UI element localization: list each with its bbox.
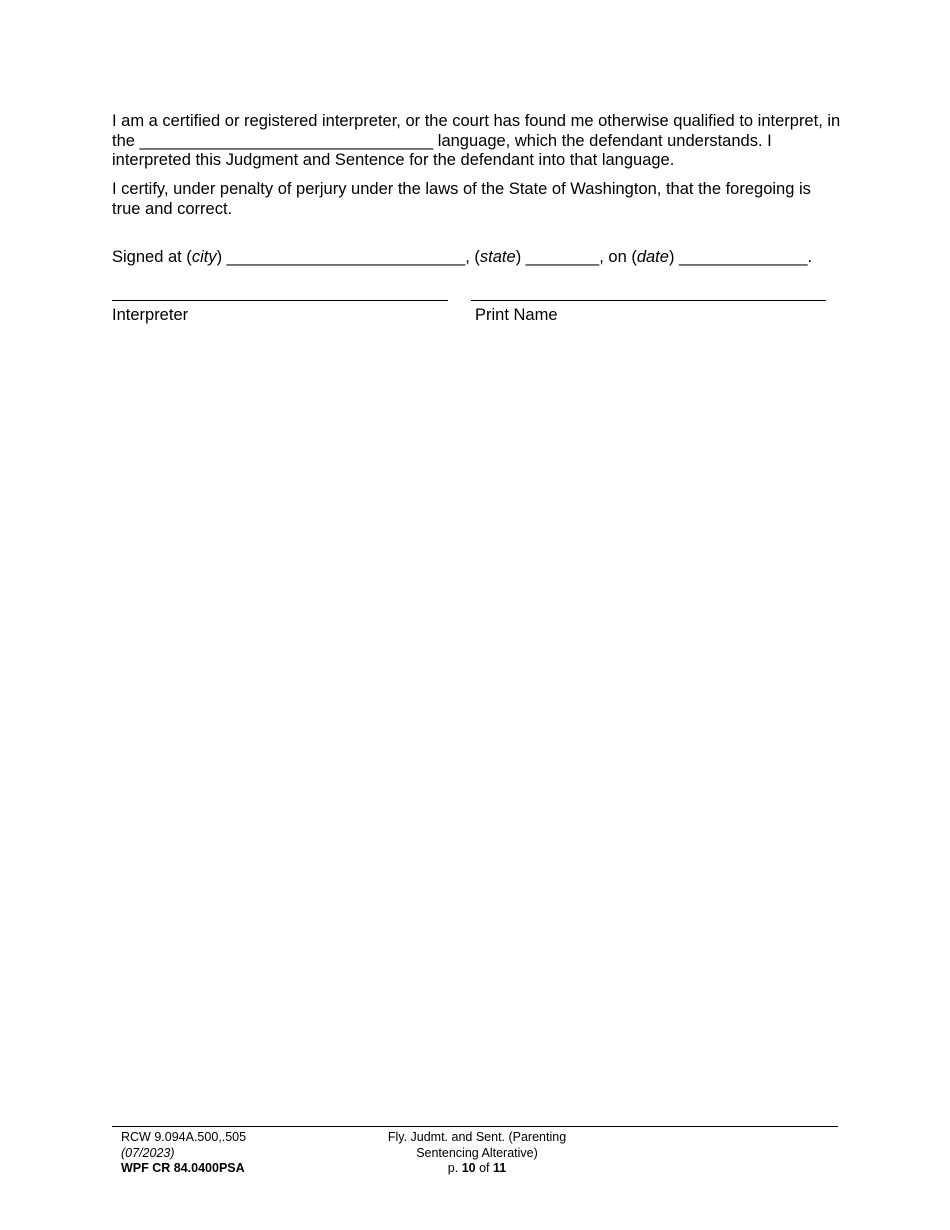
page-of: of — [475, 1161, 493, 1175]
city-label-close: ) — [216, 248, 223, 266]
state-blank[interactable]: ________ — [525, 248, 600, 266]
interpreter-label: Interpreter — [112, 306, 189, 324]
certification-text-end: language, which the defendant understands. I interpreted this Judgment and Sentence for the defendant into that language. — [112, 131, 772, 169]
date-prefix: , on ( — [599, 248, 637, 266]
interpreter-certification-paragraph — [112, 112, 842, 171]
footer-revision-date: (07/2023) — [121, 1145, 175, 1160]
print-name-line[interactable] — [471, 300, 826, 301]
footer-title — [352, 1130, 602, 1177]
footer-citation — [121, 1130, 246, 1177]
date-label: date — [636, 248, 669, 266]
page-total: 11 — [492, 1161, 507, 1175]
date-label-close: ) — [668, 248, 675, 266]
interpreter-signature-line[interactable] — [112, 300, 448, 301]
footer-form-id: WPF CR 84.0400PSA — [121, 1161, 245, 1175]
signed-at-prefix: Signed at ( — [112, 248, 192, 266]
page-current: 10 — [461, 1161, 476, 1175]
footer-divider — [112, 1126, 838, 1127]
footer-title-line2: Sentencing Alterative) — [416, 1145, 538, 1160]
signed-at-line — [112, 248, 842, 268]
city-blank[interactable]: __________________________ — [226, 248, 466, 266]
state-label-close: ) — [515, 248, 522, 266]
footer-rcw: RCW 9.094A.500,.505 — [121, 1130, 247, 1144]
city-label: city — [191, 248, 217, 266]
perjury-certification-paragraph: I certify, under penalty of perjury under the laws of the State of Washington, that the foregoing is true and correct. — [112, 180, 811, 218]
state-label: state — [479, 248, 516, 266]
footer-page-number — [352, 1161, 602, 1177]
certification-text-start: I am a certified or registered interpreter, or the court has found me otherwise qualified to interpret, in the — [112, 112, 841, 150]
footer-title-line1: Fly. Judmt. and Sent. (Parenting — [387, 1130, 567, 1144]
language-blank[interactable]: ________________________________ — [139, 131, 434, 150]
print-name-label: Print Name — [475, 306, 558, 324]
signed-at-end: . — [807, 248, 813, 266]
page-prefix: p. — [447, 1161, 462, 1175]
date-blank[interactable]: ______________ — [679, 248, 808, 266]
state-prefix: , ( — [465, 248, 480, 266]
